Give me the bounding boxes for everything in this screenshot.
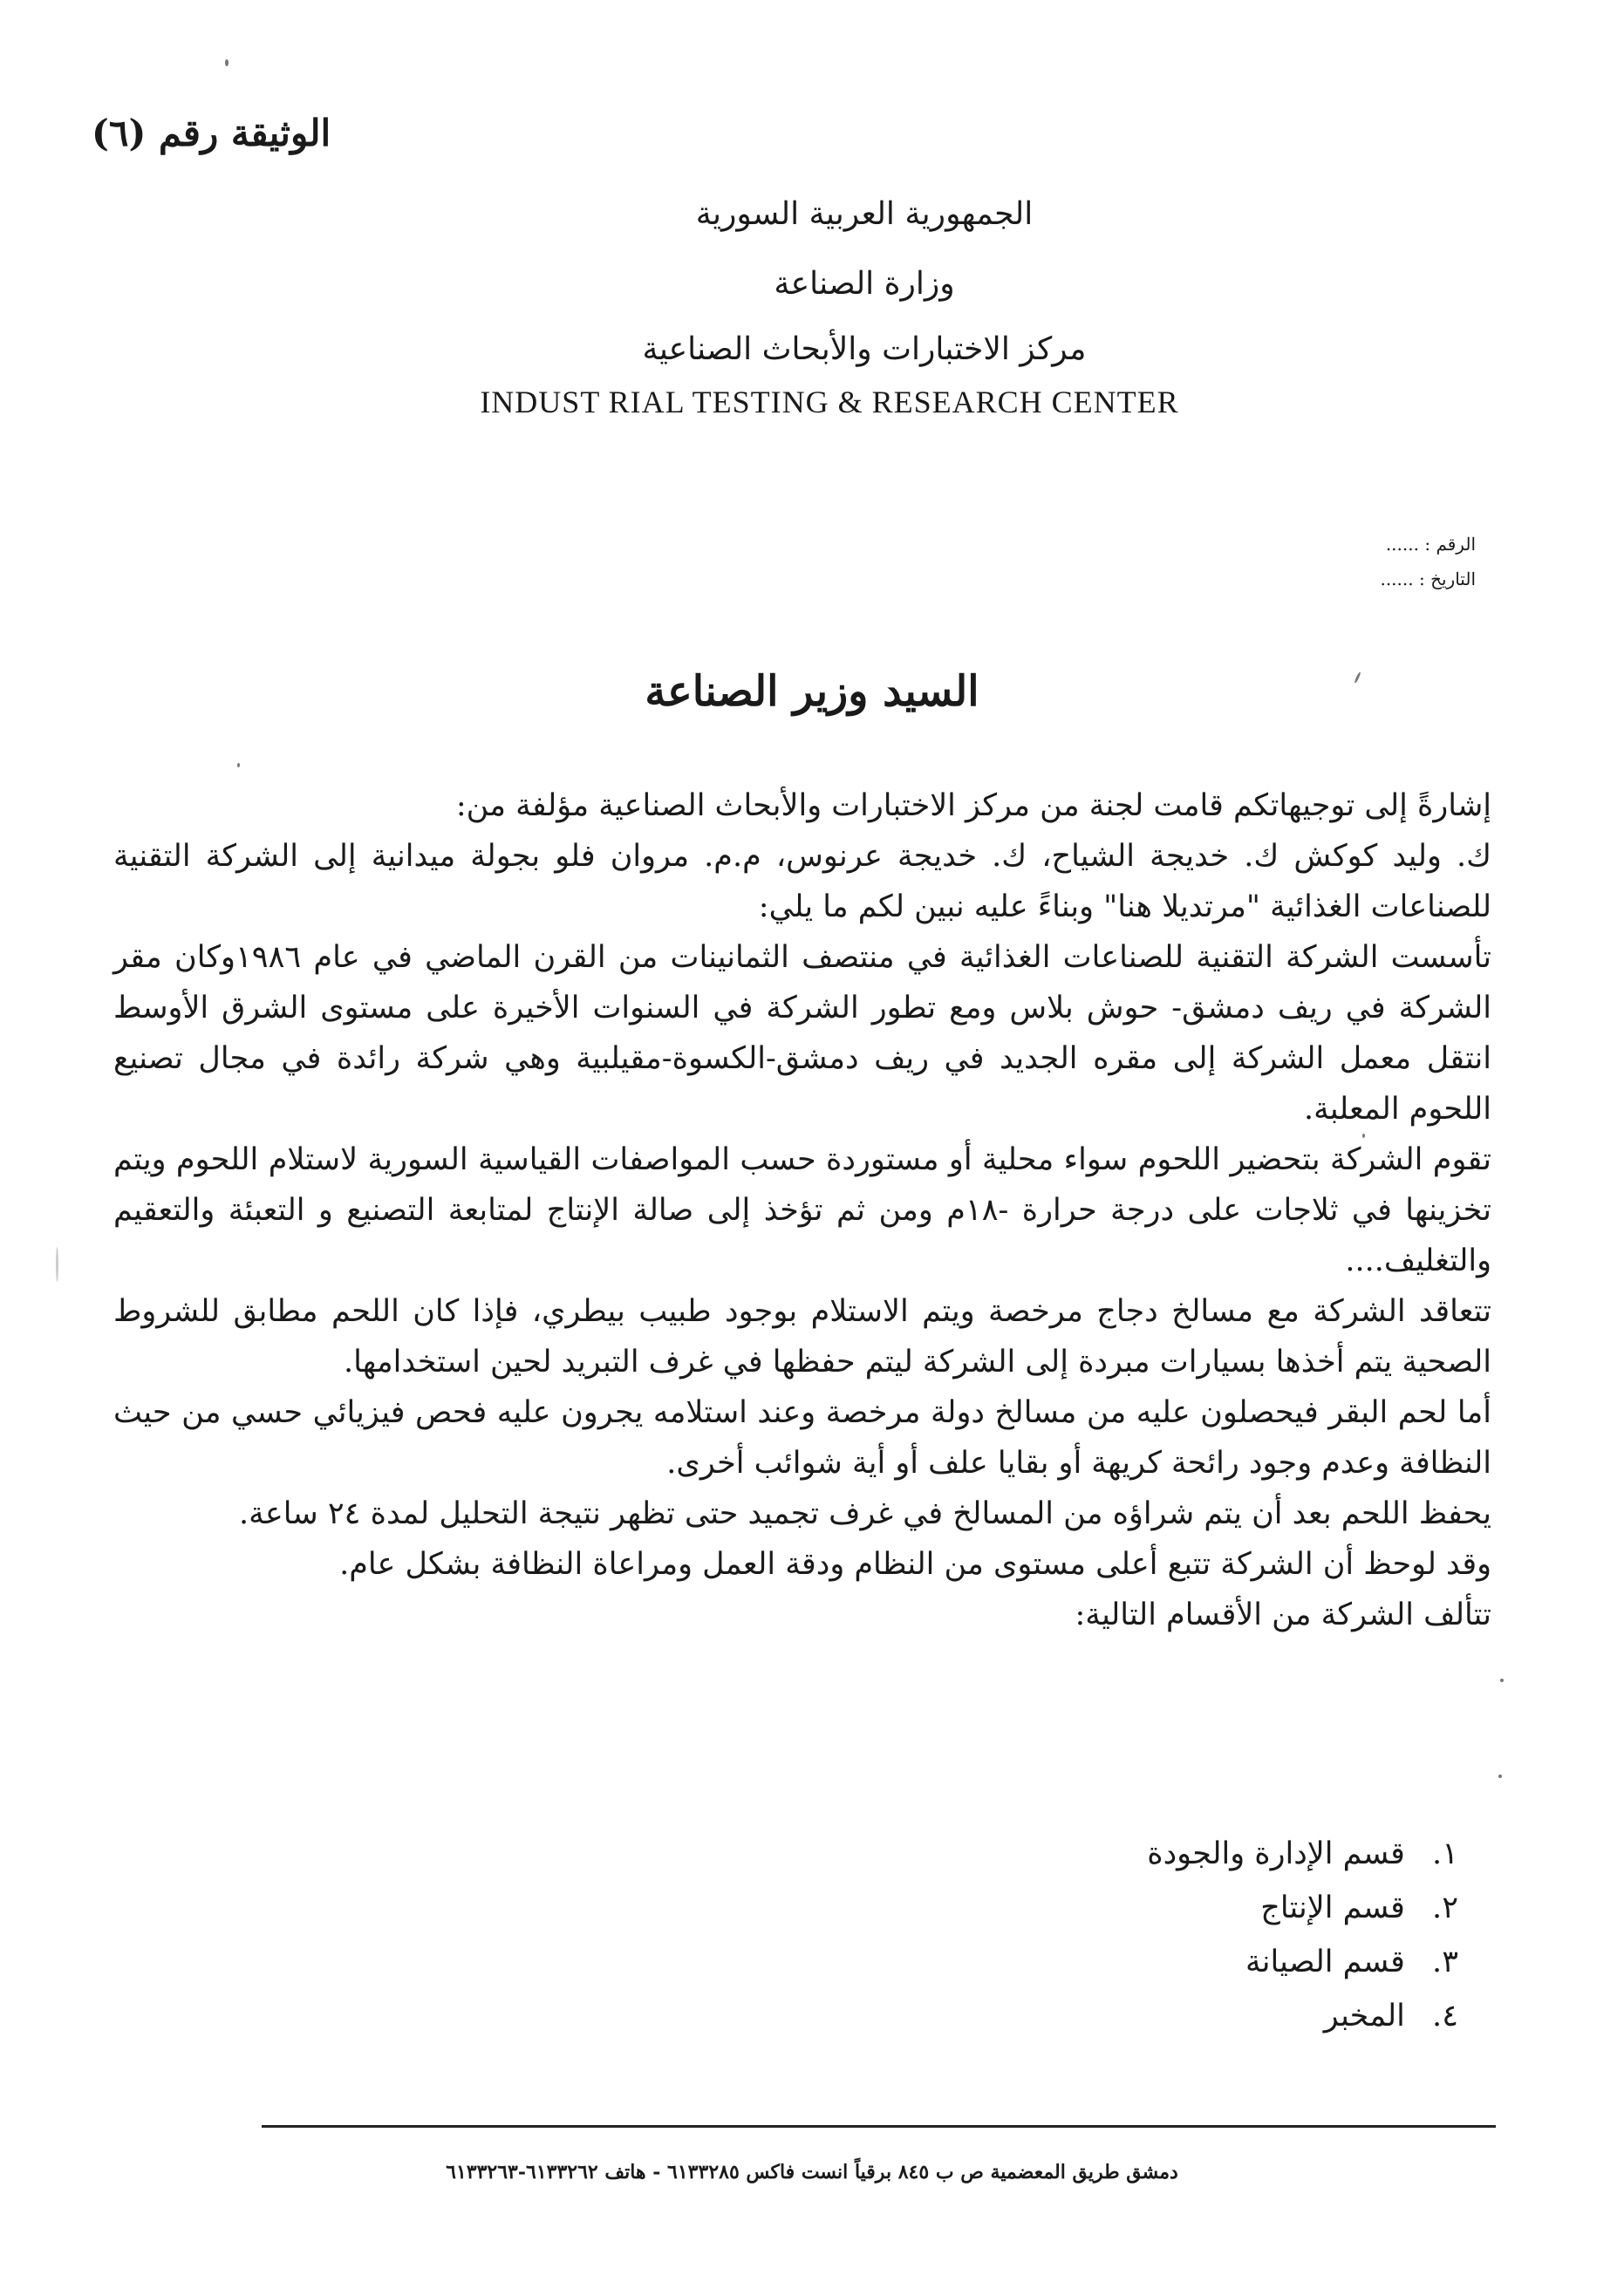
scan-speck: [225, 59, 229, 66]
scan-speck: [56, 1247, 58, 1282]
scan-speck: [1500, 1679, 1504, 1682]
document-date-label: التاريخ :: [1418, 569, 1476, 589]
list-item-number: ٢.: [1432, 1891, 1458, 1925]
salutation: السيد وزير الصناعة: [645, 667, 979, 716]
scan-speck: [1498, 1775, 1502, 1778]
letter-body: [113, 780, 1491, 1640]
footer-divider: [262, 2125, 1496, 2128]
reference-number-value: ......: [1385, 534, 1419, 555]
body-paragraph: أما لحم البقر فيحصلون عليه من مسالخ دولة مرخصة وعند استلامه يجرون عليه فحص فيزيائي حسي من حيث النظافة وعدم وجود رائحة كريهة أو بقايا علف أو أية شوائب أخرى.: [113, 1395, 1491, 1481]
reference-number: [1386, 534, 1476, 555]
reference-number-label: الرقم :: [1424, 534, 1476, 555]
header-ministry: وزارة الصناعة: [774, 266, 955, 302]
list-item-number: ١.: [1432, 1836, 1458, 1871]
document-date-value: ......: [1380, 569, 1414, 589]
body-paragraph: وقد لوحظ أن الشركة تتبع أعلى مستوى من النظام ودقة العمل ومراعاة النظافة بشكل عام.: [339, 1547, 1491, 1582]
body-paragraph: ك. وليد كوكش ك. خديجة الشياح، ك. خديجة عرنوس، م.م. مروان فلو بجولة ميدانية إلى الشركة التقنية للصناعات الغذائية "مرتديلا هنا" وبناءً عليه نبين لكم ما يلي:: [113, 839, 1491, 924]
list-item: [673, 1827, 1458, 1881]
footer-address: دمشق طريق المعضمية ص ب ٨٤٥ برقياً انست فاكس ٦١٣٣٢٨٥ - هاتف ٦١٣٣٢٦٢-٦١٣٣٢٦٣: [446, 2161, 1178, 2184]
list-item-number: ٣.: [1432, 1945, 1458, 1979]
body-paragraph: تأسست الشركة التقنية للصناعات الغذائية في منتصف الثمانينات من القرن الماضي في عام ١٩٨٦وكان مقر الشركة في ريف دمشق- حوش بلاس ومع تطور الشركة في السنوات الأخيرة على مستوى الشرق الأوسط انتقل معمل الشركة إلى مقره الجديد في ريف دمشق-الكسوة-مقيلبية وهي شركة رائدة في مجال تصنيع اللحوم المعلبة.: [113, 940, 1491, 1127]
header-center-arabic: مركز الاختبارات والأبحاث الصناعية: [642, 331, 1087, 367]
list-item-label: المخبر: [1323, 1999, 1405, 2034]
document-number: الوثيقة رقم (٦): [92, 112, 331, 154]
body-paragraph: يحفظ اللحم بعد أن يتم شراؤه من المسالخ في غرف تجميد حتى تظهر نتيجة التحليل لمدة ٢٤ ساعة.: [238, 1496, 1491, 1531]
document-date: [1380, 569, 1476, 589]
list-item-number: ٤.: [1432, 1999, 1458, 2034]
list-item-label: قسم الإنتاج: [1260, 1891, 1405, 1925]
body-paragraph: تقوم الشركة بتحضير اللحوم سواء محلية أو مستوردة حسب المواصفات القياسية السورية لاستلام اللحوم ويتم تخزينها في ثلاجات على درجة حرارة -١٨م ومن ثم تؤخذ إلى صالة الإنتاج لمتابعة التصنيع و التعبئة والتعقيم والتغليف....: [113, 1142, 1492, 1278]
header-center-english: INDUST RIAL TESTING & RESEARCH CENTER: [480, 385, 1179, 419]
list-item-label: قسم الصيانة: [1245, 1945, 1405, 1979]
body-paragraph: تتألف الشركة من الأقسام التالية:: [1075, 1598, 1491, 1632]
header-country: الجمهورية العربية السورية: [695, 196, 1034, 232]
body-paragraph: تتعاقد الشركة مع مسالخ دجاج مرخصة ويتم الاستلام بوجود طبيب بيطري، فإذا كان اللحم مطابق للشروط الصحية يتم أخذها بسيارات مبردة إلى الشركة ليتم حفظها في غرف التبريد لحين استخدامها.: [113, 1294, 1491, 1380]
list-item-label: قسم الإدارة والجودة: [1147, 1836, 1405, 1871]
scan-speck: [237, 763, 240, 767]
scan-speck: [1362, 1134, 1365, 1138]
list-item: [673, 1881, 1458, 1935]
list-item: [673, 1935, 1458, 1989]
body-paragraph: إشارةً إلى توجيهاتكم قامت لجنة من مركز الاختبارات والأبحاث الصناعية مؤلفة من:: [455, 788, 1491, 823]
list-item: [673, 1989, 1458, 2043]
departments-list: [673, 1827, 1458, 2043]
